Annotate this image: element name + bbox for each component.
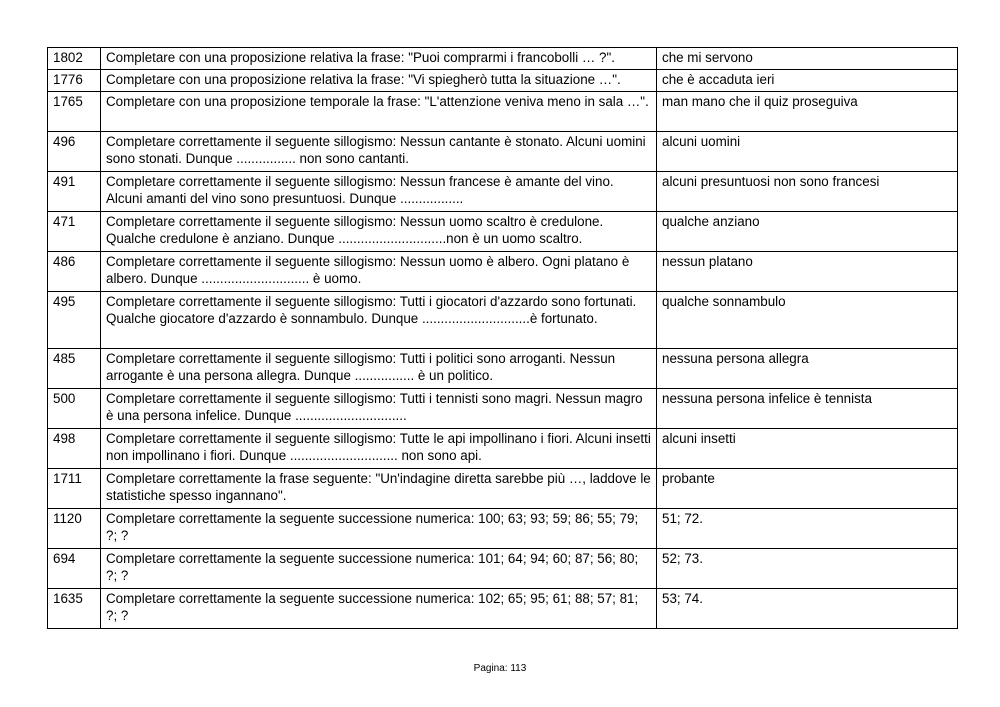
- row-answer: alcuni presuntuosi non sono francesi: [657, 172, 958, 212]
- page-number: Pagina: 113: [473, 663, 527, 674]
- row-id: 498: [48, 429, 101, 469]
- row-question: Completare correttamente il seguente sillogismo: Tutte le api impollinano i fiori. Alcuni insetti non impollinano i fiori. Dunque ............................. non sono api.: [101, 429, 657, 469]
- row-id: 694: [48, 549, 101, 589]
- row-answer: man mano che il quiz proseguiva: [657, 92, 958, 132]
- row-answer: nessuna persona allegra: [657, 349, 958, 389]
- row-answer: qualche anziano: [657, 212, 958, 252]
- table-row: [48, 92, 958, 132]
- row-question: Completare correttamente la seguente successione numerica: 101; 64; 94; 60; 87; 56; 80; ?; ?: [101, 549, 657, 589]
- row-answer: alcuni insetti: [657, 429, 958, 469]
- quiz-table: [47, 47, 958, 629]
- row-question: Completare correttamente la seguente successione numerica: 102; 65; 95; 61; 88; 57; 81; ?; ?: [101, 589, 657, 629]
- table-row: [48, 509, 958, 549]
- row-id: 500: [48, 389, 101, 429]
- row-question: Completare correttamente il seguente sillogismo: Nessun cantante è stonato. Alcuni uomini sono stonati. Dunque ................ non sono cantanti.: [101, 132, 657, 172]
- row-id: 495: [48, 292, 101, 349]
- table-row: [48, 389, 958, 429]
- table-row: [48, 70, 958, 92]
- table-row: [48, 48, 958, 70]
- row-id: 496: [48, 132, 101, 172]
- row-answer: alcuni uomini: [657, 132, 958, 172]
- table-row: [48, 252, 958, 292]
- row-id: 486: [48, 252, 101, 292]
- table-row: [48, 549, 958, 589]
- row-answer: 53; 74.: [657, 589, 958, 629]
- row-question: Completare correttamente il seguente sillogismo: Tutti i tennisti sono magri. Nessun magro è una persona infelice. Dunque ..............................: [101, 389, 657, 429]
- row-id: 485: [48, 349, 101, 389]
- row-question: Completare correttamente il seguente sillogismo: Nessun uomo è albero. Ogni platano è albero. Dunque ............................. è uomo.: [101, 252, 657, 292]
- row-answer: 51; 72.: [657, 509, 958, 549]
- row-answer: 52; 73.: [657, 549, 958, 589]
- row-id: 1635: [48, 589, 101, 629]
- table-row: [48, 212, 958, 252]
- row-question: Completare con una proposizione temporale la frase: "L'attenzione veniva meno in sala …".: [101, 92, 657, 132]
- row-id: 491: [48, 172, 101, 212]
- row-question: Completare con una proposizione relativa la frase: "Vi spiegherò tutta la situazione …".: [101, 70, 657, 92]
- row-answer: nessuna persona infelice è tennista: [657, 389, 958, 429]
- table-row: [48, 172, 958, 212]
- row-id: 1120: [48, 509, 101, 549]
- row-question: Completare con una proposizione relativa la frase: "Puoi comprarmi i francobolli … ?".: [101, 48, 657, 70]
- row-question: Completare correttamente la seguente successione numerica: 100; 63; 93; 59; 86; 55; 79; ?; ?: [101, 509, 657, 549]
- row-id: 1711: [48, 469, 101, 509]
- row-answer: probante: [657, 469, 958, 509]
- row-question: Completare correttamente il seguente sillogismo: Tutti i giocatori d'azzardo sono fortunati. Qualche giocatore d'azzardo è sonnambulo. Dunque .............................è fortunato.: [101, 292, 657, 349]
- row-id: 1776: [48, 70, 101, 92]
- row-id: 471: [48, 212, 101, 252]
- row-answer: qualche sonnambulo: [657, 292, 958, 349]
- table-row: [48, 469, 958, 509]
- row-question: Completare correttamente il seguente sillogismo: Tutti i politici sono arroganti. Nessun arrogante è una persona allegra. Dunque ................ è un politico.: [101, 349, 657, 389]
- row-question: Completare correttamente il seguente sillogismo: Nessun francese è amante del vino. Alcuni amanti del vino sono presuntuosi. Dunque .................: [101, 172, 657, 212]
- table-row: [48, 132, 958, 172]
- row-id: 1765: [48, 92, 101, 132]
- table-row: [48, 589, 958, 629]
- table-row: [48, 349, 958, 389]
- table-row: [48, 292, 958, 349]
- row-question: Completare correttamente la frase seguente: "Un'indagine diretta sarebbe più …, laddove le statistiche spesso ingannano".: [101, 469, 657, 509]
- row-question: Completare correttamente il seguente sillogismo: Nessun uomo scaltro è credulone. Qualche credulone è anziano. Dunque .............................non è un uomo scaltro.: [101, 212, 657, 252]
- table-row: [48, 429, 958, 469]
- row-answer: che mi servono: [657, 48, 958, 70]
- row-id: 1802: [48, 48, 101, 70]
- row-answer: che è accaduta ieri: [657, 70, 958, 92]
- row-answer: nessun platano: [657, 252, 958, 292]
